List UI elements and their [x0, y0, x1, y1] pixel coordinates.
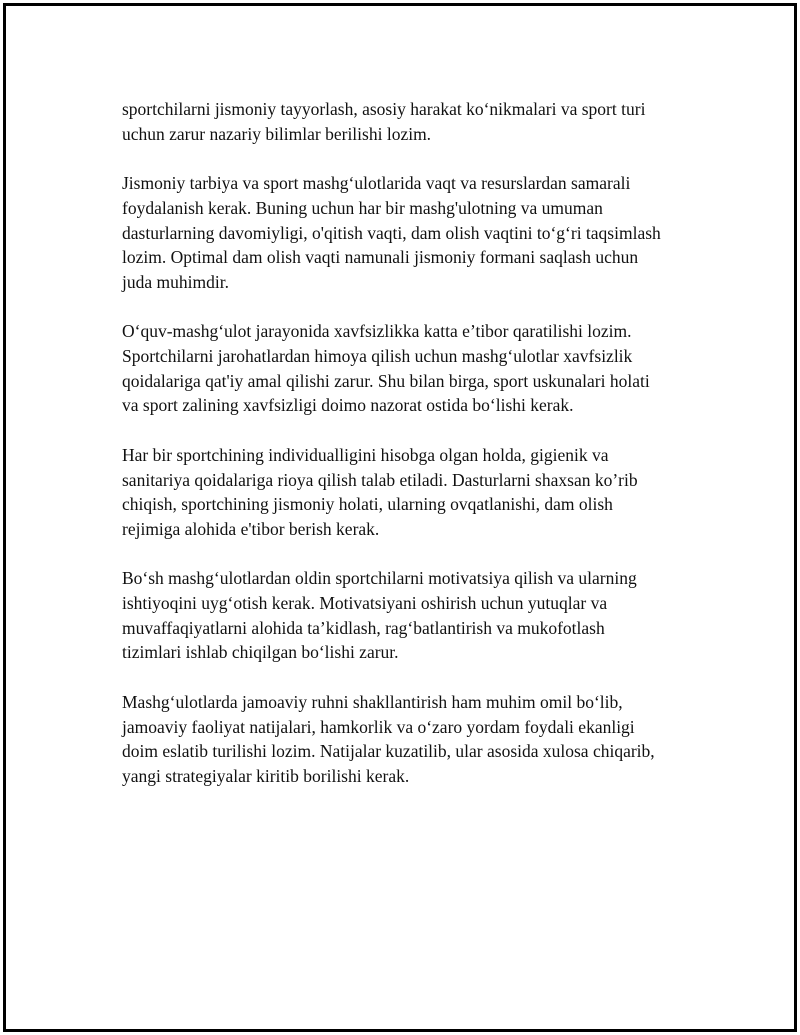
paragraph: sportchilarni jismoniy tayyorlash, asosiy harakat ko‘nikmalari va sport turi uchun zarur nazariy bilimlar berilishi lozim.: [122, 99, 646, 144]
paragraph: Bo‘sh mashg‘ulotlardan oldin sportchilarni motivatsiya qilish va ularning ishtiyoqini uyg‘otish kerak. Motivatsiyani oshirish uchun yutuqlar va muvaffaqiyatlarni alohida ta’kidlash, rag‘batlantirish va mukofotlash tizimlari ishlab chiqilgan bo‘lishi zarur.: [122, 568, 637, 663]
paragraph: Jismoniy tarbiya va sport mashg‘ulotlarida vaqt va resurslardan samarali foydalanish kerak. Buning uchun har bir mashg'ulotning va umuman dasturlarning davomiyligi, o'qitish vaqti, dam olish vaqtini to‘g‘ri taqsimlash lozim. Optimal dam olish vaqti namunali jismoniy formani saqlash uchun juda muhimdir.: [122, 173, 661, 292]
paragraph: Har bir sportchining individualligini hisobga olgan holda, gigienik va sanitariya qoidalariga rioya qilish talab etiladi. Dasturlarni shaxsan ko’rib chiqish, sportchining jismoniy holati, ularning ovqatlanishi, dam olish rejimiga alohida e'tibor berish kerak.: [122, 444, 638, 539]
document-body: [122, 97, 712, 813]
paragraph: O‘quv-mashg‘ulot jarayonida xavfsizlikka katta e’tibor qaratilishi lozim. Sportchilarni jarohatlardan himoya qilish uchun mashg‘ulotlar xavfsizlik qoidalariga qat'iy amal qilishi zarur. Shu bilan birga, sport uskunalari holati va sport zalining xavfsizligi doimo nazorat ostida bo‘lishi kerak.: [122, 321, 650, 416]
page-frame: [3, 3, 797, 1032]
paragraph: Mashg‘ulotlarda jamoaviy ruhni shakllantirish ham muhim omil bo‘lib, jamoaviy faoliyat natijalari, hamkorlik va o‘zaro yordam foydali ekanligi doim eslatib turilishi lozim. Natijalar kuzatilib, ular asosida xulosa chiqarib, yangi strategiyalar kiritib borilishi kerak.: [122, 691, 655, 786]
